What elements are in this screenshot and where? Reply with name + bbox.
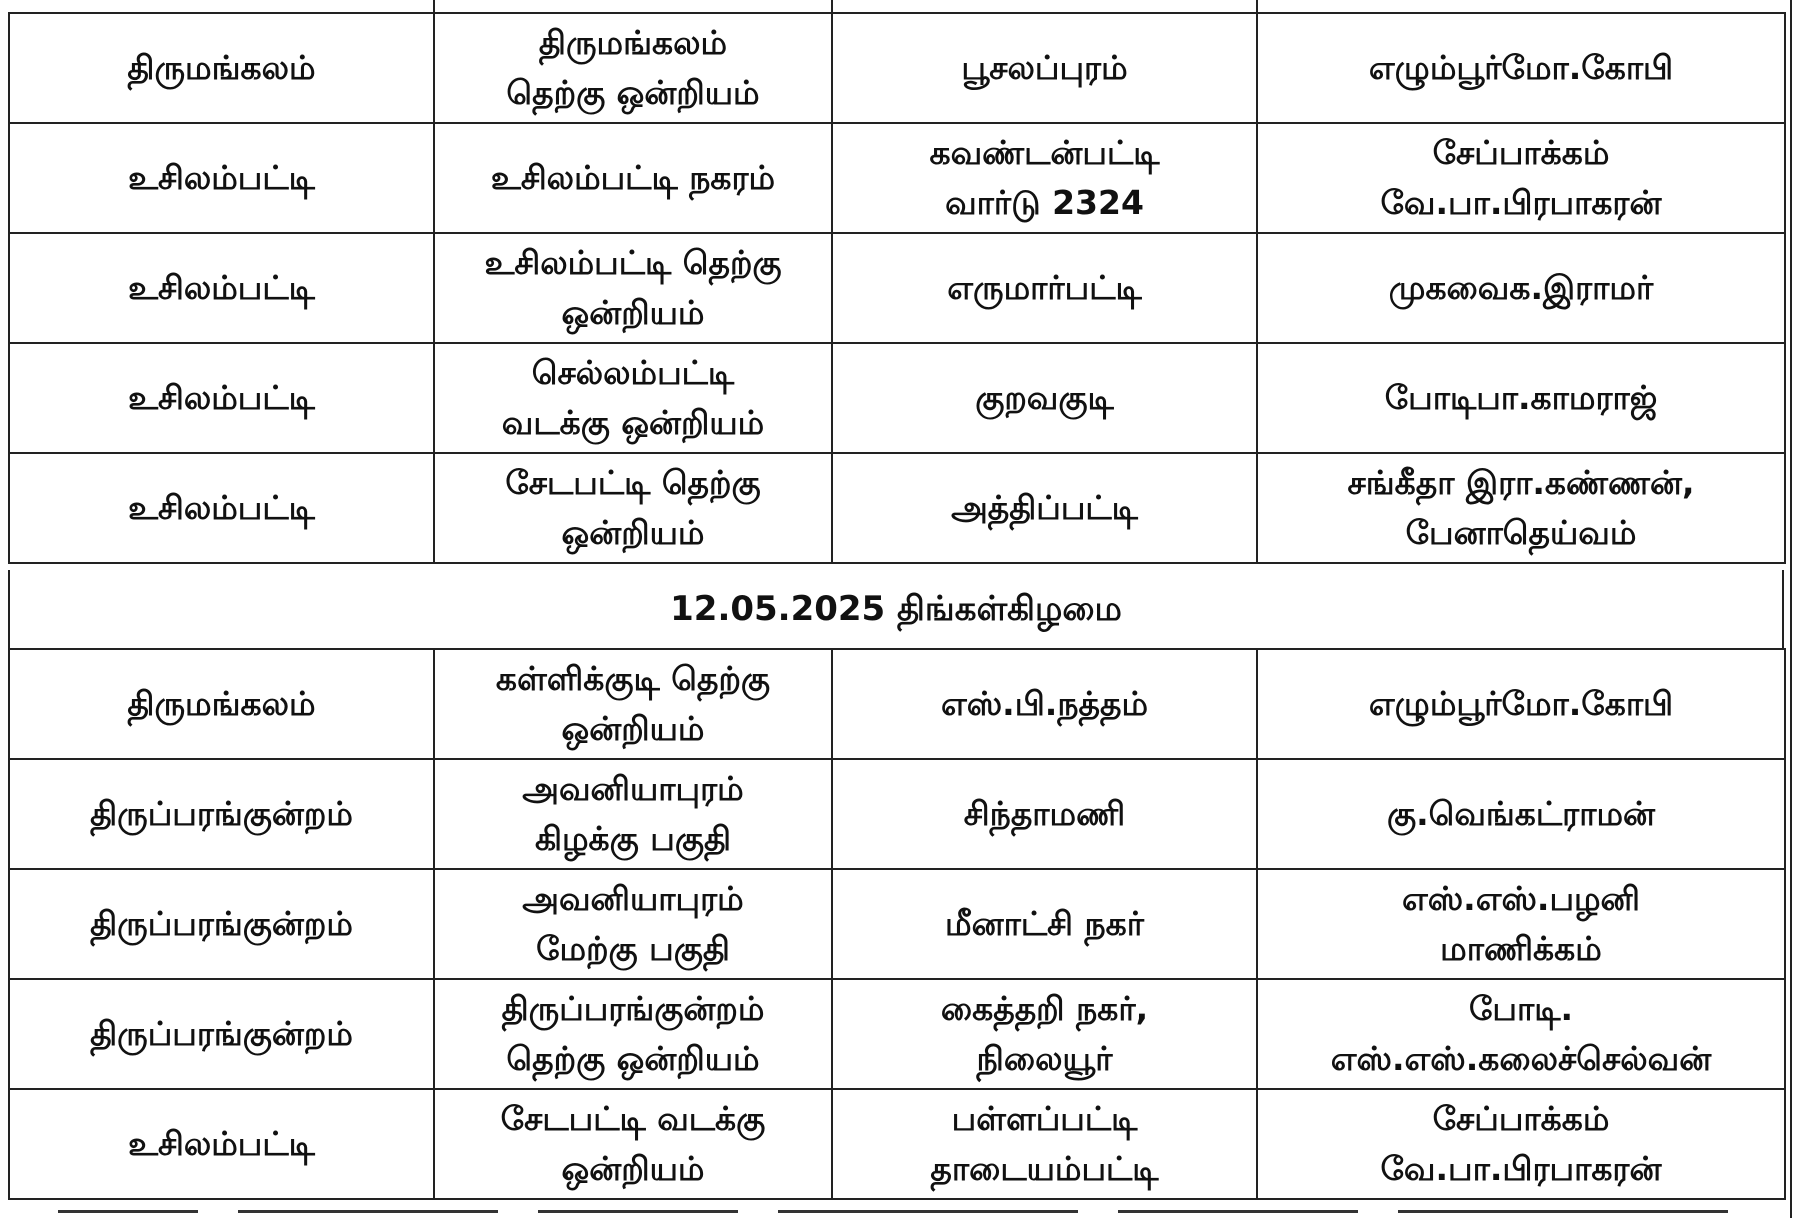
venue-cell: பள்ளப்பட்டி தாடையம்பட்டி xyxy=(832,1089,1257,1199)
union-cell: அவனியாபுரம் கிழக்கு பகுதி xyxy=(434,759,832,869)
table-row xyxy=(9,869,1785,979)
schedule-table-1-body xyxy=(9,13,1785,563)
district-cell: உசிலம்பட்டி xyxy=(9,123,434,233)
page-edge-rule xyxy=(1790,0,1792,1218)
schedule-table-2 xyxy=(8,648,1786,1200)
table-row xyxy=(9,13,1785,123)
venue-cell: குறவகுடி xyxy=(832,343,1257,453)
union-cell: திருமங்கலம் தெற்கு ஒன்றியம் xyxy=(434,13,832,123)
venue-cell: எஸ்.பி.நத்தம் xyxy=(832,649,1257,759)
table-row xyxy=(9,1089,1785,1199)
district-cell: உசிலம்பட்டி xyxy=(9,1089,434,1199)
district-cell: திருப்பரங்குன்றம் xyxy=(9,759,434,869)
table-row xyxy=(9,649,1785,759)
speaker-cell: எழும்பூர்மோ.கோபி xyxy=(1257,13,1785,123)
union-cell: சேடபட்டி வடக்கு ஒன்றியம் xyxy=(434,1089,832,1199)
speaker-cell: போடிபா.காமராஜ் xyxy=(1257,343,1785,453)
venue-cell: அத்திப்பட்டி xyxy=(832,453,1257,563)
schedule-table-1 xyxy=(8,12,1786,564)
district-cell: திருப்பரங்குன்றம் xyxy=(9,979,434,1089)
venue-cell: சிந்தாமணி xyxy=(832,759,1257,869)
table-row xyxy=(9,979,1785,1089)
district-cell: திருமங்கலம் xyxy=(9,649,434,759)
table-row xyxy=(9,759,1785,869)
district-cell: திருப்பரங்குன்றம் xyxy=(9,869,434,979)
speaker-cell: போடி. எஸ்.எஸ்.கலைச்செல்வன் xyxy=(1257,979,1785,1089)
union-cell: அவனியாபுரம் மேற்கு பகுதி xyxy=(434,869,832,979)
date-heading: 12.05.2025 திங்கள்கிழமை xyxy=(8,570,1784,648)
venue-cell: கைத்தறி நகர், நிலையூர் xyxy=(832,979,1257,1089)
union-cell: உசிலம்பட்டி தெற்கு ஒன்றியம் xyxy=(434,233,832,343)
speaker-cell: சேப்பாக்கம் வே.பா.பிரபாகரன் xyxy=(1257,1089,1785,1199)
venue-cell: எருமார்பட்டி xyxy=(832,233,1257,343)
speaker-cell: சேப்பாக்கம் வே.பா.பிரபாகரன் xyxy=(1257,123,1785,233)
union-cell: சேடபட்டி தெற்கு ஒன்றியம் xyxy=(434,453,832,563)
speaker-cell: கு.வெங்கட்ராமன் xyxy=(1257,759,1785,869)
district-cell: உசிலம்பட்டி xyxy=(9,453,434,563)
cut-off-text-line xyxy=(8,1200,1784,1218)
table-row xyxy=(9,233,1785,343)
table-row xyxy=(9,343,1785,453)
schedule-table-2-body xyxy=(9,649,1785,1199)
district-cell: திருமங்கலம் xyxy=(9,13,434,123)
speaker-cell: முகவைக.இராமர் xyxy=(1257,233,1785,343)
district-cell: உசிலம்பட்டி xyxy=(9,233,434,343)
speaker-cell: எழும்பூர்மோ.கோபி xyxy=(1257,649,1785,759)
union-cell: கள்ளிக்குடி தெற்கு ஒன்றியம் xyxy=(434,649,832,759)
venue-cell: கவண்டன்பட்டி வார்டு 2324 xyxy=(832,123,1257,233)
speaker-cell: எஸ்.எஸ்.பழனி மாணிக்கம் xyxy=(1257,869,1785,979)
venue-cell: பூசலப்புரம் xyxy=(832,13,1257,123)
venue-cell: மீனாட்சி நகர் xyxy=(832,869,1257,979)
speaker-cell: சங்கீதா இரா.கண்ணன், பேனாதெய்வம் xyxy=(1257,453,1785,563)
union-cell: உசிலம்பட்டி நகரம் xyxy=(434,123,832,233)
union-cell: செல்லம்பட்டி வடக்கு ஒன்றியம் xyxy=(434,343,832,453)
district-cell: உசிலம்பட்டி xyxy=(9,343,434,453)
table-row xyxy=(9,123,1785,233)
union-cell: திருப்பரங்குன்றம் தெற்கு ஒன்றியம் xyxy=(434,979,832,1089)
table-row xyxy=(9,453,1785,563)
